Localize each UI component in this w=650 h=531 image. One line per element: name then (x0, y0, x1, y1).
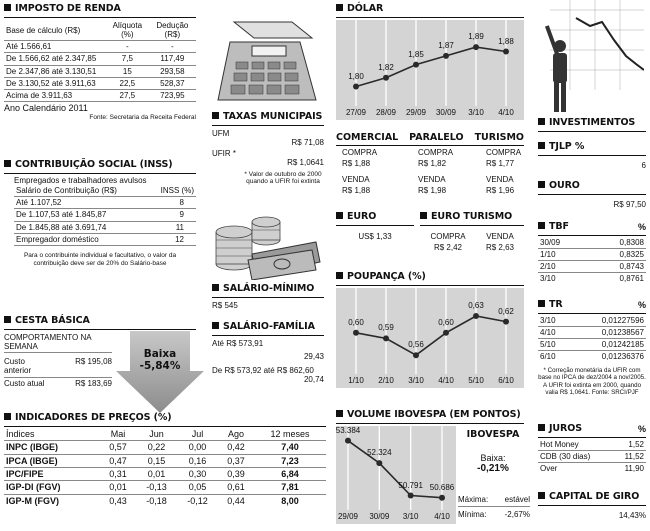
imposto-de-renda-table (4, 20, 196, 102)
salario-familia-row1-label: Até R$ 573,91 (212, 338, 264, 348)
table-header-row (14, 185, 196, 197)
total-cell: 8,00 (281, 495, 299, 506)
inss-cell: 9 (148, 209, 196, 221)
euro-compra-value: R$ 2,42 (433, 243, 463, 253)
ufir-value: R$ 1,0641 (287, 158, 324, 168)
base-cell: De 2.347,86 até 3.130,51 (4, 65, 106, 77)
ibovespa-change-value: -0,21% (477, 463, 509, 475)
ibovespa-data-label: 50.686 (429, 482, 455, 492)
header-comercial: COMERCIAL (336, 132, 399, 143)
custo-anterior-value: R$ 195,08 (75, 357, 112, 367)
table-row (14, 197, 196, 209)
salario-minimo-value: R$ 545 (212, 300, 238, 310)
date-cell: 2/10 (538, 261, 587, 273)
ibovespa-tick-label: 29/09 (337, 512, 359, 521)
juros-name: CDB (30 dias) (538, 451, 613, 463)
ibovespa-name: IBOVESPA (466, 429, 520, 440)
juros-name: Hot Money (538, 439, 613, 451)
value-cell: -0,18 (146, 495, 167, 506)
value-cell: 0,22 (136, 441, 177, 454)
taxas-municipais-title: TAXAS MUNICIPAIS (212, 112, 324, 123)
header-jun: Jun (136, 428, 177, 441)
date-cell: 4/10 (538, 327, 570, 339)
salario-familia-row1-value: 29,43 (303, 352, 324, 362)
ano-calendario: Ano Calendário 2011 (4, 103, 88, 114)
rate-cell: 0,01238567 (570, 327, 646, 339)
aliquota-cell: 22,5 (106, 77, 149, 89)
date-cell: 1/10 (538, 249, 587, 261)
rate-cell: 0,8761 (619, 274, 644, 284)
taxas-note: * Valor de outubro de 2000 quando a UFIR foi extinta (244, 170, 322, 186)
aliquota-cell: 27,5 (106, 90, 149, 102)
table-row (4, 454, 326, 467)
poupanca-data-label: 0,60 (348, 317, 364, 327)
poupanca-tick-label: 2/10 (378, 376, 394, 385)
dolar-compra-values (336, 159, 524, 168)
investimentos-section (538, 118, 646, 132)
ibovespa-title: VOLUME IBOVESPA (EM PONTOS) (336, 410, 524, 421)
table-row (14, 233, 196, 245)
capital-de-giro-title: CAPITAL DE GIRO (538, 492, 646, 503)
euro-venda-value: R$ 2,63 (485, 243, 515, 253)
poupanca-chart (336, 288, 524, 388)
max-value: estável (504, 495, 530, 504)
salario-cell: Empregador doméstico (14, 233, 148, 245)
tbf-title: TBF (538, 222, 569, 233)
header-salario: Salário de Contribuição (R$) (14, 185, 148, 197)
dolar-data-point (503, 49, 509, 55)
cesta-rows (4, 356, 112, 389)
table-row (538, 273, 646, 285)
custo-atual-label: Custo atual (4, 378, 45, 388)
cesta-arrow-value: -5,84% (139, 359, 181, 372)
salario-cell: Até 1.107,52 (14, 197, 148, 209)
poupanca-tick-label: 4/10 (438, 376, 454, 385)
date-cell: 3/10 (540, 274, 556, 284)
table-header-row (4, 428, 326, 441)
table-row (538, 327, 646, 339)
table-row (538, 339, 646, 351)
cesta-subtitle: COMPORTAMENTO NA SEMANA (4, 333, 112, 353)
ibovespa-plot (336, 426, 456, 524)
ir-source: Fonte: Secretaria da Receita Federal (89, 113, 196, 121)
poupanca-tick-label: 6/10 (498, 376, 514, 385)
value-cell: 0,16 (177, 454, 218, 467)
tr-title: TR (538, 300, 563, 311)
header-indices: Índices (4, 428, 100, 441)
salario-familia-section (212, 322, 324, 385)
poupanca-tick-label: 5/10 (468, 376, 484, 385)
deducao-cell: 293,58 (149, 65, 196, 77)
venda-label: VENDA (486, 175, 514, 185)
header-base: Base de cálculo (R$) (4, 20, 106, 41)
header-jul: Jul (177, 428, 218, 441)
table-row (14, 221, 196, 233)
table-row (4, 481, 326, 494)
value-cell: 0,47 (100, 454, 136, 467)
table-row (538, 351, 646, 363)
table-row (4, 90, 196, 102)
euro-venda-label: VENDA (486, 231, 514, 241)
date-cell: 30/09 (538, 237, 587, 249)
tjlp-value: 6 (641, 160, 646, 170)
dolar-data-label: 1,88 (498, 36, 514, 46)
header-aliquota: Alíquota (%) (106, 20, 149, 41)
imposto-de-renda-section (4, 4, 196, 121)
compra-label: COMPRA (486, 147, 522, 157)
euro-compra-label: COMPRA (430, 231, 466, 241)
venda-label: VENDA (418, 175, 446, 185)
header-ago: Ago (218, 428, 254, 441)
poupanca-plot (336, 288, 524, 388)
dolar-compra-labels (336, 148, 524, 157)
compra-label: COMPRA (342, 147, 378, 157)
dolar-tick-label: 27/09 (345, 108, 367, 117)
table-row (4, 65, 196, 77)
table-row (538, 315, 646, 327)
base-cell: Acima de 3.911,63 (4, 90, 106, 102)
indicadores-precos-table (4, 428, 326, 507)
tr-pct: % (637, 300, 646, 310)
min-label: Mínima: (458, 510, 487, 520)
inss-note: Para o contribuinte individual e facultativo, o valor da contribuição deve ser de 20% do Salário-base (23, 252, 177, 267)
venda-label: VENDA (342, 175, 370, 185)
euro-turismo-section (420, 212, 524, 252)
value-cell: 0,30 (177, 467, 218, 480)
cesta-basica-section (4, 316, 204, 410)
rate-cell: 0,8308 (587, 237, 646, 249)
juros-title: JUROS (538, 424, 582, 435)
juros-section (538, 424, 646, 474)
dolar-data-point (473, 44, 479, 50)
turismo-compra: R$ 1,77 (486, 159, 515, 169)
value-cell: 0,43 (109, 495, 127, 506)
value-cell: 0,37 (218, 454, 254, 467)
money-illustration-icon (212, 212, 322, 280)
euro-turismo-labels (420, 232, 524, 241)
salario-minimo-title: SALÁRIO-MÍNIMO (212, 284, 324, 295)
value-cell: 0,01 (100, 481, 136, 494)
capital-de-giro-section (538, 492, 646, 520)
table-row (538, 463, 646, 475)
rate-cell: 0,8325 (587, 249, 646, 261)
value-cell: 0,39 (218, 467, 254, 480)
ibovespa-section (336, 410, 524, 424)
dolar-data-label: 1,87 (438, 40, 454, 50)
juros-pct: % (637, 424, 646, 434)
poupanca-data-point (353, 330, 359, 336)
capital-de-giro-value: 14,43% (618, 510, 646, 520)
imposto-de-renda-title: IMPOSTO DE RENDA (4, 4, 196, 15)
total-cell: 7,40 (254, 441, 326, 454)
salario-familia-row2-value: 20,74 (303, 375, 324, 385)
table-row (538, 261, 646, 273)
header-turismo: TURISMO (474, 132, 524, 143)
tbf-section (538, 222, 646, 285)
dolar-data-label: 1,80 (348, 71, 364, 81)
dolar-data-point (413, 62, 419, 68)
date-cell: 6/10 (540, 352, 556, 362)
ufir-label: UFIR * (212, 149, 236, 159)
ibovespa-info (458, 430, 528, 475)
inss-section (4, 160, 196, 267)
salario-familia-row2-label: De R$ 573,92 até R$ 862,60 (212, 366, 314, 376)
table-row (538, 249, 646, 261)
dolar-venda-values (336, 186, 524, 195)
paralelo-venda: R$ 1,98 (418, 186, 447, 196)
inss-subtitle: Empregados e trabalhadores avulsos (14, 175, 147, 185)
rate-cell: 0,01236376 (601, 352, 644, 362)
investor-chart-illustration-icon (540, 0, 644, 116)
base-cell: Até 1.566,61 (4, 41, 106, 53)
table-row (4, 77, 196, 89)
deducao-cell: 723,95 (149, 90, 196, 102)
table-row (4, 441, 326, 454)
poupanca-data-point (383, 335, 389, 341)
ibovespa-chart (336, 426, 456, 524)
ibovespa-data-point (345, 438, 351, 444)
value-cell: 0,57 (100, 441, 136, 454)
table-row (538, 237, 646, 249)
dolar-tick-label: 3/10 (468, 108, 484, 117)
comercial-compra: R$ 1,88 (342, 159, 371, 169)
aliquota-cell: 7,5 (106, 53, 149, 65)
max-label: Máxima: (458, 495, 489, 504)
base-cell: De 1.566,62 até 2.347,85 (4, 53, 106, 65)
tr-section (538, 300, 646, 396)
inss-cell: 11 (148, 221, 196, 233)
poupanca-tick-label: 1/10 (348, 376, 364, 385)
ouro-value: R$ 97,50 (613, 199, 646, 209)
indicadores-precos-title: INDICADORES DE PREÇOS (%) (4, 413, 326, 424)
dolar-data-point (353, 84, 359, 90)
poupanca-data-label: 0,60 (438, 317, 454, 327)
indicadores-precos-section (4, 413, 326, 507)
value-cell: 0,05 (177, 481, 218, 494)
table-row (4, 494, 326, 507)
dolar-section (336, 4, 524, 18)
turismo-venda: R$ 1,96 (486, 186, 515, 196)
table-row (4, 41, 196, 53)
value-cell: 0,61 (218, 481, 254, 494)
value-cell: 0,01 (136, 467, 177, 480)
inss-cell: 8 (148, 197, 196, 209)
dolar-data-label: 1,89 (468, 32, 484, 42)
dolar-data-label: 1,82 (378, 62, 394, 72)
base-cell: De 3.130,52 até 3.911,63 (4, 77, 106, 89)
juros-table (538, 439, 646, 475)
dolar-venda-labels (336, 175, 524, 184)
value-cell: -0,12 (187, 495, 208, 506)
index-name: IGP-M (FGV) (6, 495, 59, 506)
table-header-row (4, 20, 196, 41)
cesta-change (116, 349, 204, 372)
ibovespa-data-label: 50.791 (398, 480, 423, 490)
table-row (14, 209, 196, 221)
ibovespa-change-label: Baixa: (480, 452, 506, 463)
header-12-meses: 12 meses (254, 428, 326, 441)
inss-cell: 12 (148, 233, 196, 245)
header-deducao: Dedução (R$) (149, 20, 196, 41)
tjlp-title: TJLP % (538, 142, 646, 153)
index-name: IPC/FIPE (4, 467, 100, 480)
header-paralelo: PARALELO (409, 132, 464, 143)
total-cell: 7,81 (254, 481, 326, 494)
tbf-pct: % (637, 222, 646, 232)
value-cell: 0,00 (177, 441, 218, 454)
dolar-data-point (383, 75, 389, 81)
date-cell: 3/10 (538, 315, 570, 327)
dolar-title: DÓLAR (336, 4, 524, 15)
poupanca-title: POUPANÇA (%) (336, 272, 524, 283)
euro-turismo-values (420, 243, 524, 252)
ibovespa-data-label: 53.384 (335, 425, 361, 435)
poupanca-series-line (356, 316, 506, 355)
dolar-plot (336, 20, 524, 120)
euro-value: US$ 1,33 (358, 231, 392, 241)
juros-rate: 11,52 (613, 451, 646, 463)
euro-section (336, 212, 414, 241)
euro-turismo-title: EURO TURISMO (420, 212, 524, 223)
poupanca-data-point (503, 319, 509, 325)
dolar-data-label: 1,85 (408, 49, 424, 59)
taxas-municipais-section (212, 112, 324, 186)
poupanca-data-label: 0,59 (378, 323, 394, 333)
juros-rate: 1,52 (613, 439, 646, 451)
salario-cell: De 1.107,53 até 1.845,87 (14, 209, 148, 221)
value-cell: 0,15 (136, 454, 177, 467)
aliquota-cell: 15 (106, 65, 149, 77)
dolar-chart (336, 20, 524, 120)
rate-cell: 0,8743 (587, 261, 646, 273)
index-name: IPCA (IBGE) (4, 454, 100, 467)
salario-minimo-section (212, 284, 324, 310)
value-cell: 0,31 (100, 467, 136, 480)
rate-cell: 0,01242185 (570, 339, 646, 351)
deducao-cell: 528,37 (149, 77, 196, 89)
value-cell: 0,44 (227, 495, 245, 506)
ibovespa-tick-label: 30/09 (369, 512, 390, 521)
poupanca-data-point (443, 330, 449, 336)
salario-familia-title: SALÁRIO-FAMÍLIA (212, 322, 324, 333)
dolar-quotes (336, 133, 524, 196)
min-value: -2,67% (504, 510, 530, 520)
euro-title: EURO (336, 212, 414, 223)
ibovespa-max (458, 495, 530, 519)
poupanca-data-label: 0,56 (408, 340, 424, 350)
custo-atual-row (4, 378, 112, 389)
total-cell: 6,84 (254, 467, 326, 480)
compra-label: COMPRA (418, 147, 454, 157)
dolar-tick-label: 29/09 (405, 108, 427, 117)
total-cell: 7,23 (254, 454, 326, 467)
ibovespa-data-point (408, 493, 414, 499)
tr-table (538, 315, 646, 363)
ufm-value: R$ 71,08 (291, 138, 324, 148)
calculator-illustration-icon (212, 20, 320, 102)
tjlp-section (538, 142, 646, 170)
value-cell: -0,13 (136, 481, 177, 494)
dolar-tick-label: 30/09 (435, 108, 457, 117)
poupanca-data-label: 0,62 (498, 306, 514, 316)
comercial-venda: R$ 1,88 (342, 186, 371, 196)
ibovespa-tick-label: 4/10 (434, 512, 450, 521)
custo-atual-value: R$ 183,69 (75, 378, 112, 388)
ibovespa-data-point (439, 495, 445, 501)
ibovespa-data-point (376, 460, 382, 466)
header-mai: Mai (100, 428, 136, 441)
cesta-basica-title: CESTA BÁSICA (4, 316, 204, 327)
aliquota-cell: - (106, 41, 149, 53)
rate-cell: 0,01227596 (570, 315, 646, 327)
ibovespa-tick-label: 3/10 (402, 512, 419, 521)
table-row (538, 439, 646, 451)
investimentos-title: INVESTIMENTOS (538, 118, 646, 129)
ibovespa-series-line (348, 441, 442, 498)
salario-cell: De 1.845,88 até 3.691,74 (14, 221, 148, 233)
value-cell: 0,42 (218, 441, 254, 454)
poupanca-data-point (413, 352, 419, 358)
deducao-cell: 117,49 (149, 53, 196, 65)
dolar-tick-label: 4/10 (498, 108, 514, 117)
table-row (4, 467, 326, 480)
tbf-table (538, 237, 646, 285)
inss-title: CONTRIBUIÇÃO SOCIAL (INSS) (4, 160, 196, 171)
poupanca-tick-label: 3/10 (408, 376, 424, 385)
ouro-title: OURO (538, 181, 646, 192)
ibovespa-data-label: 52.324 (367, 448, 392, 458)
custo-anterior-label: Custo anterior (4, 357, 32, 376)
poupanca-section (336, 272, 524, 286)
poupanca-data-point (473, 313, 479, 319)
deducao-cell: - (149, 41, 196, 53)
tr-note: * Correção monetária da UFIR com base no IPCA de dez/2004 a nov/2005. A UFIR foi extinta em 2000, quando valia R$ 1,0641. Fonte: SRCI/PJF (538, 366, 646, 396)
paralelo-compra: R$ 1,82 (418, 159, 447, 169)
custo-anterior-row (4, 356, 112, 377)
dolar-tick-label: 28/09 (375, 108, 397, 117)
cesta-arrow-label: Baixa (143, 348, 177, 360)
table-row (4, 53, 196, 65)
index-name: INPC (IBGE) (4, 441, 100, 454)
dolar-data-point (443, 53, 449, 59)
dolar-headers (336, 133, 524, 144)
ufm-label: UFM (212, 128, 230, 138)
inss-table (14, 185, 196, 246)
header-inss: INSS (%) (148, 185, 196, 197)
table-row (538, 451, 646, 463)
index-name: IGP-DI (FGV) (4, 481, 100, 494)
date-cell: 5/10 (538, 339, 570, 351)
ouro-section (538, 181, 646, 209)
juros-rate: 11,90 (624, 464, 644, 474)
poupanca-data-label: 0,63 (468, 301, 484, 310)
juros-name: Over (540, 464, 558, 474)
